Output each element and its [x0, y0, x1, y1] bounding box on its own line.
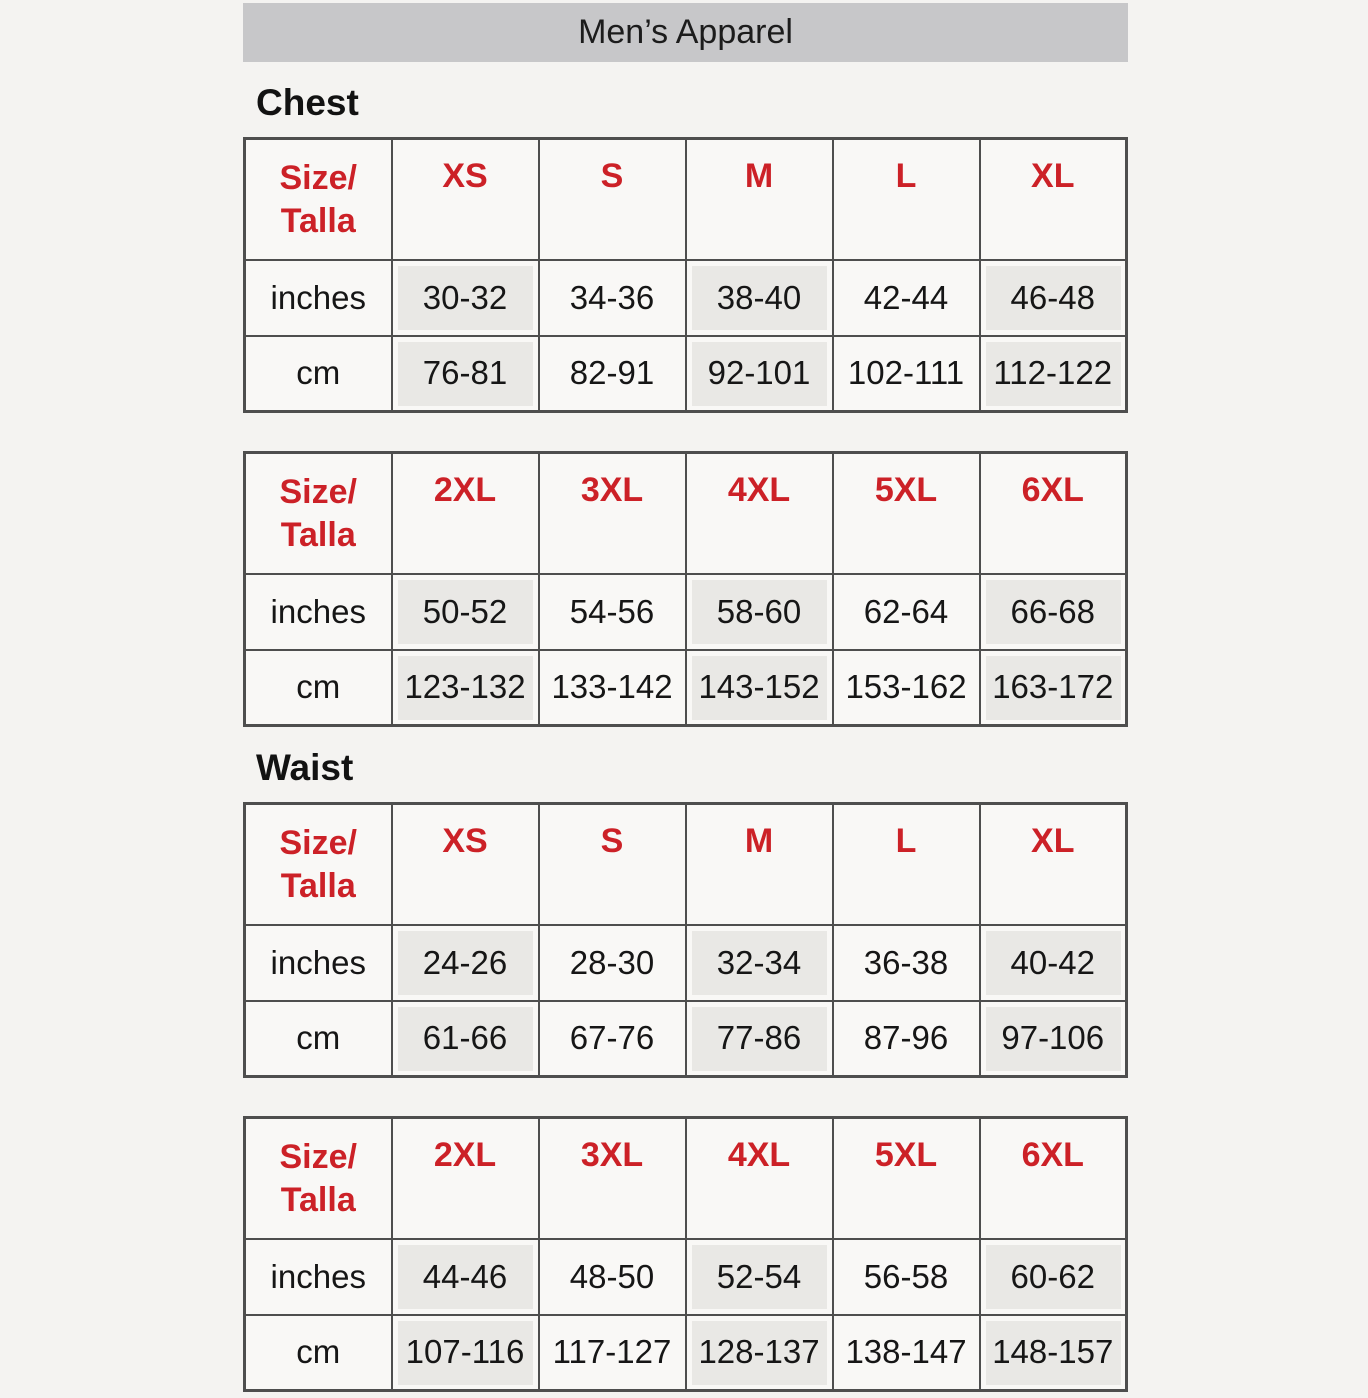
row-label-cm: cm [245, 1315, 392, 1391]
table-cell: 112-122 [980, 336, 1127, 412]
table-cell: 44-46 [392, 1239, 539, 1315]
table-cell: 36-38 [833, 925, 980, 1001]
size-talla-header [245, 453, 392, 574]
section-waist [243, 748, 1128, 1392]
size-col-header: S [539, 139, 686, 260]
table-cell: 102-111 [833, 336, 980, 412]
table-cell: 38-40 [686, 260, 833, 336]
table-cell: 40-42 [980, 925, 1127, 1001]
table-cell: 128-137 [686, 1315, 833, 1391]
header-row [245, 453, 1127, 574]
row-label-cm: cm [245, 1001, 392, 1077]
table-cell: 123-132 [392, 650, 539, 726]
row-label-inches: inches [245, 574, 392, 650]
size-col-header: L [833, 139, 980, 260]
header-row [245, 804, 1127, 925]
size-label-line1: Size/ [279, 1138, 357, 1176]
table-cell: 54-56 [539, 574, 686, 650]
table-cell: 133-142 [539, 650, 686, 726]
table-cell: 76-81 [392, 336, 539, 412]
size-col-header: 5XL [833, 453, 980, 574]
size-label-line2: Talla [280, 867, 356, 905]
size-talla-header [245, 139, 392, 260]
table-cell: 56-58 [833, 1239, 980, 1315]
row-label-inches: inches [245, 1239, 392, 1315]
cm-row [245, 650, 1127, 726]
size-label-line1: Size/ [279, 473, 357, 511]
size-col-header: 2XL [392, 1118, 539, 1239]
size-chart-page [243, 0, 1128, 1392]
table-cell: 34-36 [539, 260, 686, 336]
waist-table-standard-sizes [243, 802, 1128, 1078]
table-cell: 52-54 [686, 1239, 833, 1315]
cm-row [245, 1315, 1127, 1391]
size-col-header: XL [980, 139, 1127, 260]
size-col-header: 4XL [686, 1118, 833, 1239]
table-cell: 97-106 [980, 1001, 1127, 1077]
size-label-line1: Size/ [279, 824, 357, 862]
size-col-header: XS [392, 139, 539, 260]
size-label-line2: Talla [280, 516, 356, 554]
table-cell: 30-32 [392, 260, 539, 336]
size-col-header: 3XL [539, 1118, 686, 1239]
table-cell: 92-101 [686, 336, 833, 412]
header-row [245, 139, 1127, 260]
header-row [245, 1118, 1127, 1239]
table-cell: 82-91 [539, 336, 686, 412]
table-cell: 107-116 [392, 1315, 539, 1391]
table-cell: 62-64 [833, 574, 980, 650]
chest-table-standard-sizes [243, 137, 1128, 413]
size-talla-header [245, 804, 392, 925]
size-col-header: 6XL [980, 1118, 1127, 1239]
inches-row [245, 925, 1127, 1001]
size-col-header: S [539, 804, 686, 925]
size-col-header: M [686, 804, 833, 925]
table-cell: 24-26 [392, 925, 539, 1001]
waist-table-extended-sizes [243, 1116, 1128, 1392]
size-col-header: XL [980, 804, 1127, 925]
section-heading-waist: Waist [256, 747, 354, 788]
size-label-line2: Talla [280, 1181, 356, 1219]
table-cell: 66-68 [980, 574, 1127, 650]
inches-row [245, 574, 1127, 650]
size-col-header: 2XL [392, 453, 539, 574]
size-label-line1: Size/ [279, 159, 357, 197]
size-col-header: L [833, 804, 980, 925]
chest-table-extended-sizes [243, 451, 1128, 727]
inches-row [245, 260, 1127, 336]
page-title: Men’s Apparel [578, 13, 793, 51]
table-cell: 50-52 [392, 574, 539, 650]
size-col-header: 5XL [833, 1118, 980, 1239]
section-heading-chest: Chest [256, 82, 359, 123]
table-cell: 153-162 [833, 650, 980, 726]
size-col-header: XS [392, 804, 539, 925]
size-label-line2: Talla [280, 202, 356, 240]
inches-row [245, 1239, 1127, 1315]
table-cell: 61-66 [392, 1001, 539, 1077]
row-label-cm: cm [245, 650, 392, 726]
table-cell: 32-34 [686, 925, 833, 1001]
title-bar [243, 3, 1128, 62]
size-col-header: 3XL [539, 453, 686, 574]
table-cell: 60-62 [980, 1239, 1127, 1315]
table-cell: 42-44 [833, 260, 980, 336]
cm-row [245, 1001, 1127, 1077]
table-cell: 117-127 [539, 1315, 686, 1391]
size-col-header: 6XL [980, 453, 1127, 574]
table-cell: 58-60 [686, 574, 833, 650]
table-cell: 143-152 [686, 650, 833, 726]
table-cell: 87-96 [833, 1001, 980, 1077]
row-label-cm: cm [245, 336, 392, 412]
table-cell: 48-50 [539, 1239, 686, 1315]
size-col-header: 4XL [686, 453, 833, 574]
cm-row [245, 336, 1127, 412]
table-cell: 163-172 [980, 650, 1127, 726]
table-cell: 67-76 [539, 1001, 686, 1077]
size-col-header: M [686, 139, 833, 260]
table-cell: 148-157 [980, 1315, 1127, 1391]
row-label-inches: inches [245, 925, 392, 1001]
section-chest [243, 83, 1128, 727]
table-cell: 46-48 [980, 260, 1127, 336]
table-cell: 28-30 [539, 925, 686, 1001]
table-cell: 138-147 [833, 1315, 980, 1391]
size-talla-header [245, 1118, 392, 1239]
row-label-inches: inches [245, 260, 392, 336]
table-cell: 77-86 [686, 1001, 833, 1077]
